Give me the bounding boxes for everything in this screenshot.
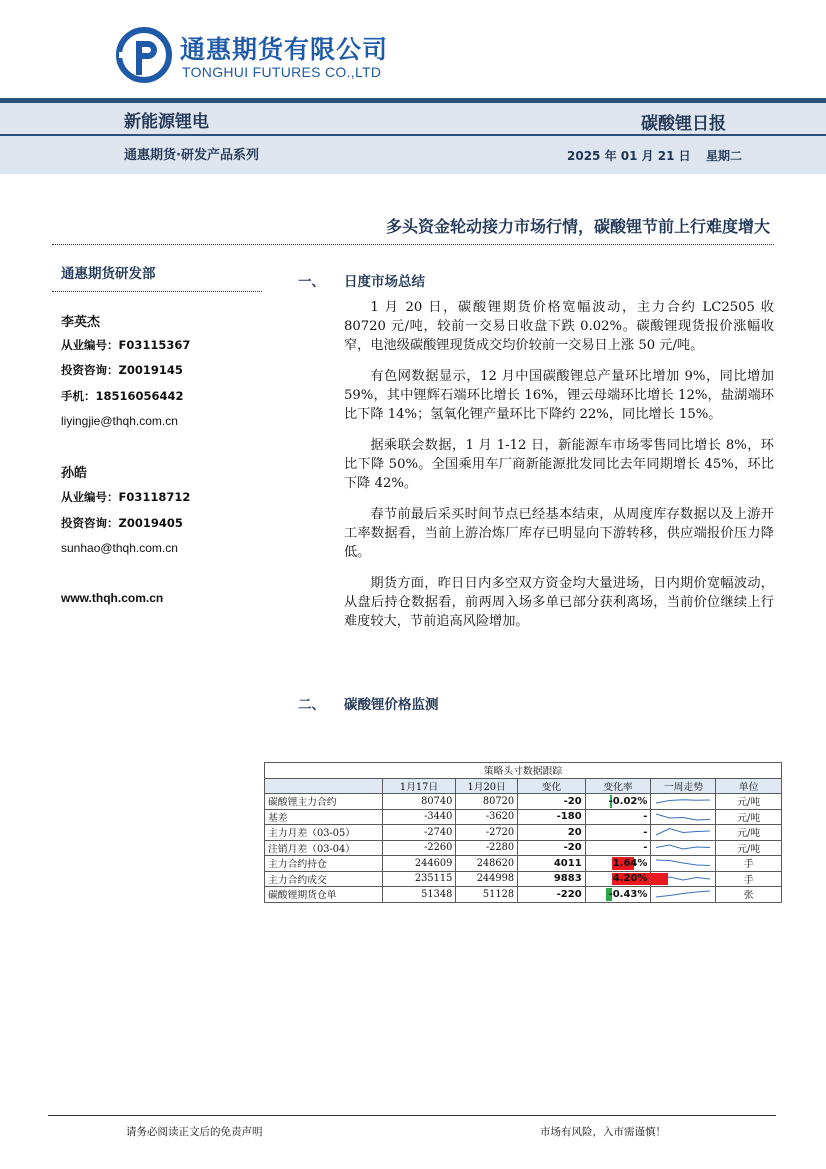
paragraph: 春节前最后采买时间节点已经基本结束，从周度库存数据以及上游开工率数据看，当前上游冶炼厂库存已明显向下游转移，供应端报价压力降低。 [344, 507, 774, 560]
row-label: 注销月差（03-04） [265, 840, 383, 856]
sidebar-dept: 通惠期货研发部 [61, 266, 156, 282]
change-rate-text: 1.64% [612, 857, 648, 869]
row-label: 基差 [265, 809, 383, 825]
sparkline-chart [654, 842, 712, 854]
sparkline-path [656, 814, 710, 820]
consult-label: 投资咨询： [61, 516, 119, 530]
section-2-title: 碳酸锂价格监测 [344, 697, 439, 713]
value-jan20: -2280 [456, 840, 518, 856]
value-change: -20 [518, 794, 586, 810]
column-header: 单位 [716, 778, 782, 794]
website-link[interactable]: www.thqh.com.cn [61, 591, 164, 605]
value-change-rate [585, 825, 651, 841]
analyst-phone-row [61, 388, 184, 404]
value-jan17: -3440 [382, 809, 456, 825]
value-jan17: 80740 [382, 794, 456, 810]
report-weekday: 星期二 [706, 149, 743, 163]
trend-sparkline [651, 809, 716, 825]
consult-number: Z0019405 [118, 516, 183, 530]
value-change: -220 [518, 887, 586, 903]
trend-sparkline [651, 856, 716, 872]
table-row [265, 825, 782, 841]
phone-label: 手机： [61, 389, 96, 403]
table-row [265, 809, 782, 825]
table-row [265, 840, 782, 856]
column-header: 变化 [518, 778, 586, 794]
report-category: 新能源锂电 [124, 112, 209, 132]
unit-cell: 元/吨 [716, 809, 782, 825]
value-jan20: 80720 [456, 794, 518, 810]
value-jan20: 51128 [456, 887, 518, 903]
unit-cell: 元/吨 [716, 825, 782, 841]
value-change: 4011 [518, 856, 586, 872]
unit-cell: 手 [716, 856, 782, 872]
cert-number: F03115367 [118, 338, 191, 352]
change-rate-text: - [643, 826, 648, 838]
sparkline-chart [654, 795, 712, 807]
footer-risk-note: 市场有风险，入市需谨慎！ [540, 1126, 666, 1138]
value-change-rate [585, 840, 651, 856]
value-change-rate [585, 809, 651, 825]
analyst-consult-row [61, 515, 183, 531]
unit-cell: 手 [716, 871, 782, 887]
row-label: 碳酸锂期货仓单 [265, 887, 383, 903]
value-jan20: 248620 [456, 856, 518, 872]
analyst-name: 孙皓 [61, 466, 88, 481]
analyst-email[interactable]: liyingjie@thqh.com.cn [61, 414, 178, 428]
table-row [265, 887, 782, 903]
sparkline-chart [654, 826, 712, 838]
value-change: -20 [518, 840, 586, 856]
company-name-en: TONGHUI FUTURES CO.,LTD [182, 64, 382, 80]
column-header: 1月20日 [456, 778, 518, 794]
column-header: 变化率 [585, 778, 651, 794]
analyst-cert-row [61, 489, 190, 505]
table-row [265, 856, 782, 872]
value-jan20: 244998 [456, 871, 518, 887]
footer-disclaimer-note: 请务必阅读正文后的免责声明 [126, 1126, 263, 1138]
consult-number: Z0019145 [118, 363, 183, 377]
report-date: 2025 年 01 月 21 日 [567, 149, 691, 163]
change-rate-text: - [643, 811, 648, 823]
value-change-rate [585, 887, 651, 903]
price-monitor-table [264, 762, 782, 903]
footer-divider [48, 1115, 776, 1116]
row-label: 碳酸锂主力合约 [265, 794, 383, 810]
company-name-cn: 通惠期货有限公司 [180, 35, 389, 64]
change-rate-text: - [643, 842, 648, 854]
logo-mark-icon [116, 27, 172, 83]
table-row [265, 871, 782, 887]
change-rate-text: 4.20% [612, 873, 648, 885]
sparkline-chart [654, 811, 712, 823]
sparkline-chart [654, 857, 712, 869]
value-change: 9883 [518, 871, 586, 887]
analyst-email[interactable]: sunhao@thqh.com.cn [61, 541, 178, 555]
cert-number: F03118712 [118, 490, 191, 504]
sparkline-path [656, 845, 710, 849]
paragraph: 有色网数据显示，12 月中国碳酸锂总产量环比增加 9%，同比增加 59%，其中锂辉石端环比增长 16%，锂云母端环比增长 12%，盐湖端环比下降 14%；氢氧化锂产量环比下降约 22%，同比增长 15%。 [344, 369, 774, 422]
sidebar-divider [52, 291, 262, 292]
value-change-rate [585, 871, 651, 887]
table-header-row [265, 778, 782, 794]
paragraph: 期货方面，昨日日内多空双方资金均大量进场，日内期价宽幅波动，从盘后持仓数据看，前两周入场多单已部分获利离场，当前价位继续上行难度较大，节前追高风险增加。 [344, 576, 774, 629]
column-header: 1月17日 [382, 778, 456, 794]
row-label: 主力合约成交 [265, 871, 383, 887]
value-jan17: 244609 [382, 856, 456, 872]
section-1-number: 一、 [298, 274, 325, 290]
section-1-title: 日度市场总结 [344, 274, 425, 290]
change-rate-text: -0.43% [608, 888, 648, 900]
trend-sparkline [651, 794, 716, 810]
report-series: 通惠期货·研发产品系列 [124, 148, 259, 163]
table-row [265, 794, 782, 810]
headline-divider [52, 244, 774, 245]
consult-label: 投资咨询： [61, 363, 119, 377]
cert-label: 从业编号： [61, 490, 119, 504]
row-label: 主力合约持仓 [265, 856, 383, 872]
sparkline-path [656, 860, 710, 866]
section-1-body [344, 298, 774, 643]
unit-cell: 张 [716, 887, 782, 903]
unit-cell: 元/吨 [716, 794, 782, 810]
value-jan17: -2260 [382, 840, 456, 856]
sparkline-path [656, 829, 710, 836]
value-change: 20 [518, 825, 586, 841]
table-title: 策略头寸数据跟踪 [265, 763, 782, 779]
value-change: -180 [518, 809, 586, 825]
column-header [265, 778, 383, 794]
paragraph: 据乘联会数据，1 月 1-12 日，新能源车市场零售同比增长 8%，环比下降 50%。全国乘用车厂商新能源批发同比去年同期增长 45%，环比下降 42%。 [344, 438, 774, 491]
row-label: 主力月差（03-05） [265, 825, 383, 841]
change-rate-text: -0.02% [608, 795, 648, 807]
trend-sparkline [651, 825, 716, 841]
value-jan17: 235115 [382, 871, 456, 887]
report-name: 碳酸锂日报 [641, 114, 726, 134]
analyst-cert-row [61, 337, 190, 353]
analyst-name: 李英杰 [61, 315, 101, 330]
column-header: 一周走势 [651, 778, 716, 794]
value-jan20: -3620 [456, 809, 518, 825]
value-change-rate [585, 856, 651, 872]
value-jan17: -2740 [382, 825, 456, 841]
sparkline-path [656, 891, 710, 897]
paragraph: 1 月 20 日，碳酸锂期货价格宽幅波动，主力合约 LC2505 收 80720 元/吨，较前一交易日收盘下跌 0.02%。碳酸锂现货报价涨幅收窄，电池级碳酸锂现货成交均价较前一交易日上涨 50 元/吨。 [344, 300, 774, 353]
trend-sparkline [651, 887, 716, 903]
phone-number: 18516056442 [95, 389, 184, 403]
header-band-strip [0, 98, 826, 103]
sparkline-path [656, 800, 710, 803]
trend-sparkline [651, 840, 716, 856]
headline: 多头资金轮动接力市场行情，碳酸锂节前上行难度增大 [385, 217, 770, 236]
unit-cell: 元/吨 [716, 840, 782, 856]
value-change-rate [585, 794, 651, 810]
value-jan17: 51348 [382, 887, 456, 903]
sparkline-chart [654, 888, 712, 900]
cert-label: 从业编号： [61, 338, 119, 352]
analyst-consult-row [61, 362, 183, 378]
value-jan20: -2720 [456, 825, 518, 841]
section-2-number: 二、 [298, 697, 325, 713]
company-logo [116, 27, 172, 83]
